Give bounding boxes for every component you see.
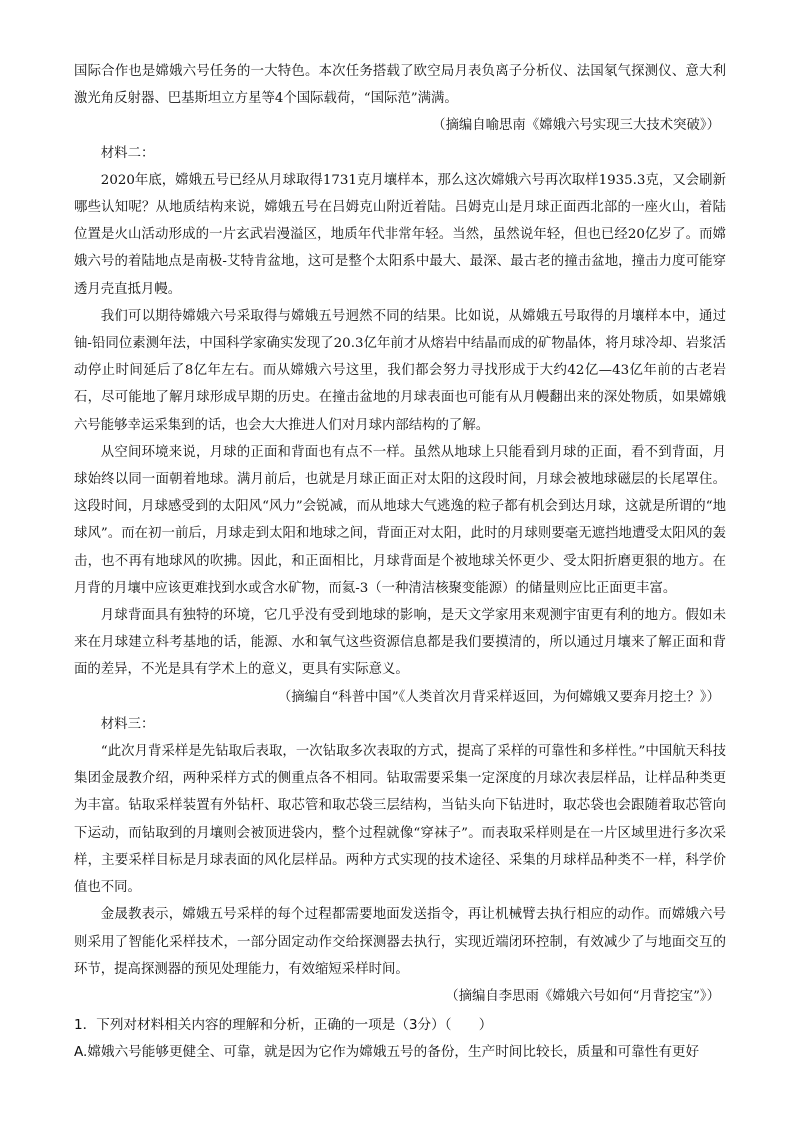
- material2-paragraph: 从空间环境来说，月球的正面和背面也有点不一样。虽然从地球上只能看到月球的正面，看不到背面，月球始终以同一面朝着地球。满月前后，也就是月球正面正对太阳的这段时间，月球会被地球磁层的长尾罩住。这段时间，月球感受到的太阳风“风力”会锐减，而从地球大气逃逸的粒子都有机会到达月球，这就是所谓的“地球风”。而在初一前后，月球走到太阳和地球之间，背面正对太阳，此时的月球则要毫无遮挡地遭受太阳风的轰击，也不再有地球风的吹拂。因此，和正面相比，月球背面是个被地球关怀更少、受太阳折磨更狠的地方。在月背的月壤中应该更难找到水或含水矿物，而氦-3（一种清洁核聚变能源）的储量则应比正面更丰富。: [74, 444, 726, 596]
- material3-paragraph: “此次月背采样是先钻取后表取，一次钻取多次表取的方式，提高了采样的可靠性和多样性。”中国航天科技集团金晟教介绍，两种采样方式的侧重点各不相同。钻取需要采集一定深度的月球次表层样品，让样品种类更为丰富。钻取采样装置有外钻杆、取芯管和取芯袋三层结构，当钻头向下钻进时，取芯袋也会跟随着取芯管向下运动，而钻取到的月壤则会被顶进袋内，整个过程就像“穿袜子”。而表取采样则是在一片区域里进行多次采样，主要采样目标是月球表面的风化层样品。两种方式实现的技术途径、采集的月球样品种类不一样，科学价值也不同。: [74, 744, 726, 896]
- document-page: [74, 58, 726, 1066]
- material3-paragraph: 金晟教表示，嫦娥五号采样的每个过程都需要地面发送指令，再让机械臂去执行相应的动作。而嫦娥六号则采用了智能化采样技术，一部分固定动作交给探测器去执行，实现近端闭环控制，有效减少了与地面交互的环节，提高探测器的预见处理能力，有效缩短采样时间。: [74, 907, 726, 977]
- question-option-a: A.嫦娥六号能够更健全、可靠，就是因为它作为嫦娥五号的备份，生产时间比较长，质量和可靠性有更好: [74, 1044, 700, 1061]
- material1-source: （摘编自喻思南《嫦娥六号实现三大技术突破》）: [432, 118, 720, 134]
- material1-tail-paragraph: 国际合作也是嫦娥六号任务的一大特色。本次任务搭载了欧空局月表负离子分析仪、法国氡气探测仪、意大利激光角反射器、巴基斯坦立方星等4个国际载荷，“国际范”满满。: [74, 64, 726, 107]
- material3-source: （摘编自李思雨《嫦娥六号如何“月背挖宝”》）: [445, 988, 720, 1004]
- material2-paragraph: 我们可以期待嫦娥六号采取得与嫦娥五号迥然不同的结果。比如说，从嫦娥五号取得的月壤样本中，通过铀-铅同位素测年法，中国科学家确实发现了20.3亿年前才从熔岩中结晶而成的矿物晶体，将月球冷却、岩浆活动停止时间延后了8亿年左右。而从嫦娥六号这里，我们都会努力寻找形成于大约42亿—43亿年前的古老岩石，尽可能地了解月球形成早期的历史。在撞击盆地的月球表面也可能有从月幔翻出来的深处物质，如果嫦娥六号能够幸运采集到的话，也会大大推进人们对月球内部结构的了解。: [74, 308, 726, 433]
- material2-heading: 材料二：: [100, 145, 155, 161]
- material2-paragraph: 2020年底，嫦娥五号已经从月球取得1731克月壤样本，那么这次嫦娥六号再次取样1935.3克，又会刷新哪些认知呢？从地质结构来说，嫦娥五号在吕姆克山附近着陆。吕姆克山是月球正面西北部的一座火山，着陆位置是火山活动形成的一片玄武岩漫溢区，地质年代非常年轻。当然，虽然说年轻，但也已经20亿岁了。而嫦娥六号的着陆地点是南极-艾特肯盆地，这可是整个太阳系中最大、最深、最古老的撞击盆地，撞击力度可能穿透月壳直抵月幔。: [74, 172, 726, 297]
- material3-heading: 材料三：: [100, 716, 155, 732]
- question-stem: 1．下列对材料相关内容的理解和分析，正确的一项是（3分）（ ）: [74, 1017, 493, 1034]
- material2-paragraph: 月球背面具有独特的环境，它几乎没有受到地球的影响，是天文学家用来观测宇宙更有利的地方。假如未来在月球建立科考基地的话，能源、水和氧气这些资源信息都是我们要摸清的，所以通过月壤来了解正面和背面的差异，不光是具有学术上的意义，更具有实际意义。: [74, 608, 726, 678]
- material2-source: （摘编自“科普中国”《人类首次月背采样返回，为何嫦娥又要奔月挖土？》）: [277, 689, 720, 705]
